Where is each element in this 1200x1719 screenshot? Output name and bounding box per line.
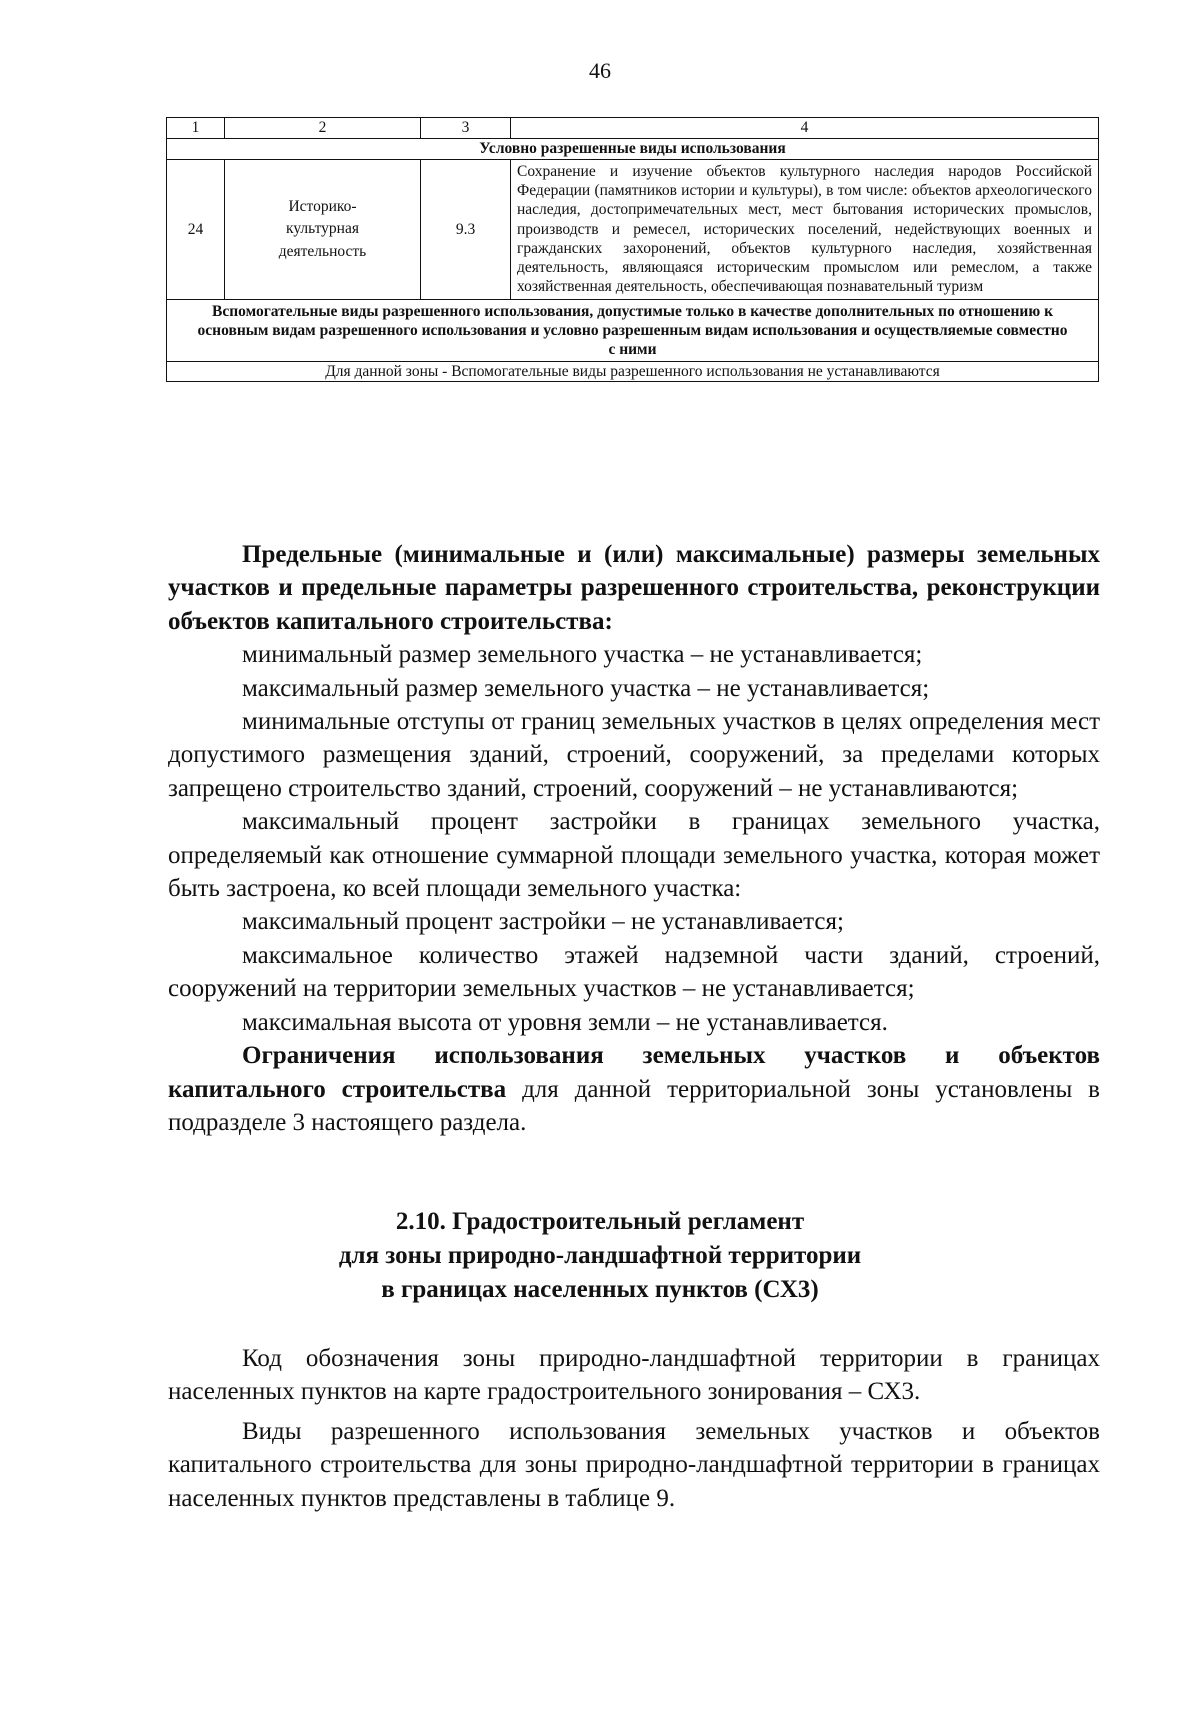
zone-uses-paragraph: Виды разрешенного использования земельных участков и объектов капитального строительства для зоны природно-ландшафтной территории в границах населенных пунктов представлены в таблице 9. bbox=[168, 1417, 1100, 1512]
zone-description bbox=[168, 1342, 1100, 1515]
section-row-auxiliary bbox=[167, 299, 1099, 362]
table-header-row bbox=[167, 118, 1099, 139]
limit-item: минимальный размер земельного участка – не устанавливается; bbox=[242, 641, 923, 669]
land-use-table bbox=[166, 117, 1099, 382]
limit-item: минимальные отступы от границ земельных участков в целях определения мест допустимого размещения зданий, строений, сооружений, за пределами которых запрещено строительство зданий, строений, сооружений – не устанавливаются; bbox=[168, 708, 1100, 802]
section-title-auxiliary: Вспомогательные виды разрешенного использования, допустимые только в качестве дополнительных по отношению к основным видам разрешенного использования и условно разрешенным видам использования и осуществляемые совместно с ними bbox=[167, 299, 1099, 362]
limits-heading: Предельные (минимальные и (или) максимальные) размеры земельных участков и предельные параметры разрешенного строительства, реконструкции объектов капитального строительства: bbox=[168, 541, 1100, 635]
limit-item: максимальный процент застройки в границах земельного участка, определяемый как отношение суммарной площади земельного участка, которая может быть застроена, ко всей площади земельного участка: bbox=[168, 808, 1100, 903]
section-heading bbox=[0, 1205, 1200, 1307]
column-header: 2 bbox=[225, 118, 421, 139]
section-title-line: 2.10. Градостроительный регламент bbox=[395, 1208, 805, 1235]
row-description: Сохранение и изучение объектов культурного наследия народов Российской Федерации (памятников истории и культуры), в том числе: объектов археологического наследия, достопримечательных мест, мест бытования исторических промыслов, производств и ремесел, исторических поселений, недействующих военных и гражданских захоронений, объектов культурного наследия, хозяйственная деятельность, являющаяся историческим промыслом или ремеслом, а также хозяйственная деятельность, обеспечивающая познавательный туризм bbox=[511, 160, 1099, 300]
row-use-name bbox=[225, 160, 421, 300]
restrictions-rest: для данной территориальной зоны установлены в подразделе 3 настоящего раздела. bbox=[168, 1075, 1100, 1136]
row-number: 24 bbox=[167, 160, 225, 300]
auxiliary-note-row bbox=[167, 362, 1099, 382]
table-row bbox=[167, 160, 1099, 300]
auxiliary-note: Для данной зоны - Вспомогательные виды разрешенного использования не устанавливаются bbox=[167, 362, 1099, 382]
limits-section bbox=[168, 538, 1100, 1139]
restrictions-bold: Ограничения использования земельных участков и объектов капитального строительства bbox=[168, 1042, 1100, 1103]
row-code: 9.3 bbox=[421, 160, 511, 300]
section-row-conditional bbox=[167, 139, 1099, 160]
section-title-conditional: Условно разрешенные виды использования bbox=[167, 139, 1099, 160]
column-header: 3 bbox=[421, 118, 511, 139]
limit-item: максимальный размер земельного участка – не устанавливается; bbox=[242, 674, 930, 702]
limit-item: максимальное количество этажей надземной части зданий, строений, сооружений на территории земельных участков – не устанавливается; bbox=[168, 941, 1100, 1003]
column-header: 4 bbox=[511, 118, 1099, 139]
column-header: 1 bbox=[167, 118, 225, 139]
limit-item: максимальная высота от уровня земли – не устанавливается. bbox=[242, 1008, 888, 1036]
restrictions-paragraph bbox=[168, 1039, 1100, 1139]
zone-code-paragraph: Код обозначения зоны природно-ландшафтной территории в границах населенных пунктов на карте градостроительного зонирования – СХ3. bbox=[168, 1345, 1100, 1406]
use-name-text: Историко-культурная деятельность bbox=[278, 197, 367, 260]
limit-item: максимальный процент застройки – не устанавливается; bbox=[242, 908, 844, 936]
section-title-line: в границах населенных пунктов (СХ3) bbox=[381, 1276, 819, 1303]
page-number: 46 bbox=[589, 58, 611, 83]
section-title-line: для зоны природно-ландшафтной территории bbox=[338, 1242, 862, 1269]
